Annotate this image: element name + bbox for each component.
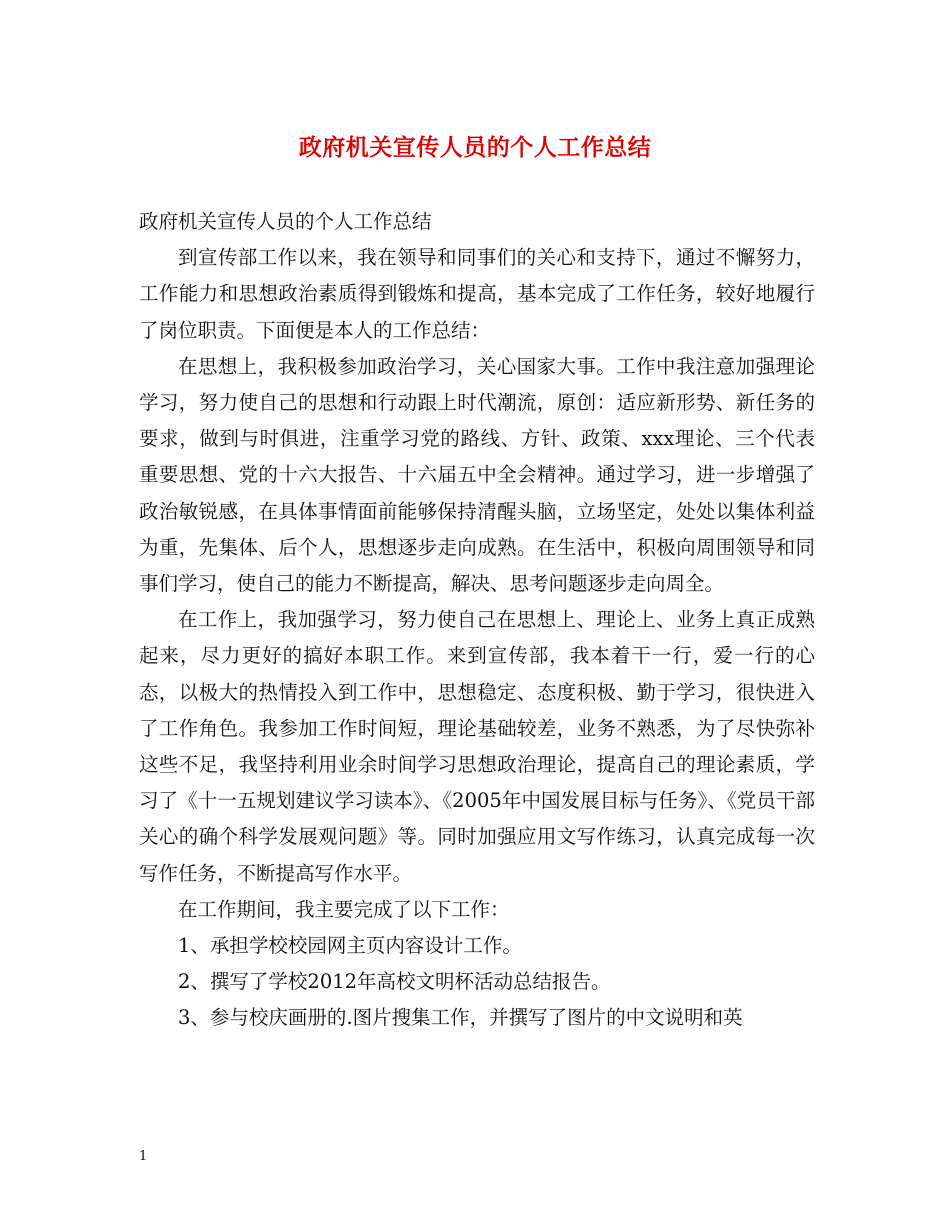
document-subtitle: 政府机关宣传人员的个人工作总结: [139, 210, 432, 233]
paragraph-intro: 到宣传部工作以来，我在领导和同事们的关心和支持下，通过不懈努力，工作能力和思想政治素质得到锻炼和提高，基本完成了工作任务，较好地履行了岗位职责。下面便是本人的工作总结：: [139, 246, 815, 342]
list-item-2: 2、撰写了学校2012年高校文明杯活动总结报告。: [178, 970, 611, 994]
paragraph-work: 在工作上，我加强学习，努力使自己在思想上、理论上、业务上真正成熟起来，尽力更好的搞好本职工作。来到宣传部，我本着干一行，爱一行的心态，以极大的热情投入到工作中，思想稳定、态度积极、勤于学习，很快进入了工作角色。我参加工作时间短，理论基础较差，业务不熟悉，为了尽快弥补这些不足，我坚持利用业余时间学习思想政治理论，提高自己的理论素质，学习了《十一五规划建议学习读本》、《2005年中国发展目标与任务》、《党员干部关心的确个科学发展观问题》等。同时加强应用文写作练习，认真完成每一次写作任务，不断提高写作水平。: [139, 608, 815, 885]
document-body: [139, 204, 815, 1037]
list-item-1: 1、承担学校校园网主页内容设计工作。: [178, 934, 522, 958]
page-number: 1: [139, 1149, 148, 1164]
list-item-3: 3、参与校庆画册的.图片搜集工作，并撰写了图片的中文说明和英: [178, 1006, 743, 1030]
document-title: 政府机关宣传人员的个人工作总结: [298, 134, 652, 161]
paragraph-work-list-intro: 在工作期间，我主要完成了以下工作：: [178, 897, 510, 921]
paragraph-ideology: 在思想上，我积极参加政治学习，关心国家大事。工作中我注意加强理论学习，努力使自己的思想和行动跟上时代潮流，原创：适应新形势、新任务的要求，做到与时俱进，注重学习党的路线、方针、政策、xxx理论、三个代表重要思想、党的十六大报告、十六届五中全会精神。通过学习，进一步增强了政治敏锐感，在具体事情面前能够保持清醒头脑，立场坚定，处处以集体利益为重，先集体、后个人，思想逐步走向成熟。在生活中，积极向周围领导和同事们学习，使自己的能力不断提高，解决、思考问题逐步走向周全。: [139, 354, 815, 596]
